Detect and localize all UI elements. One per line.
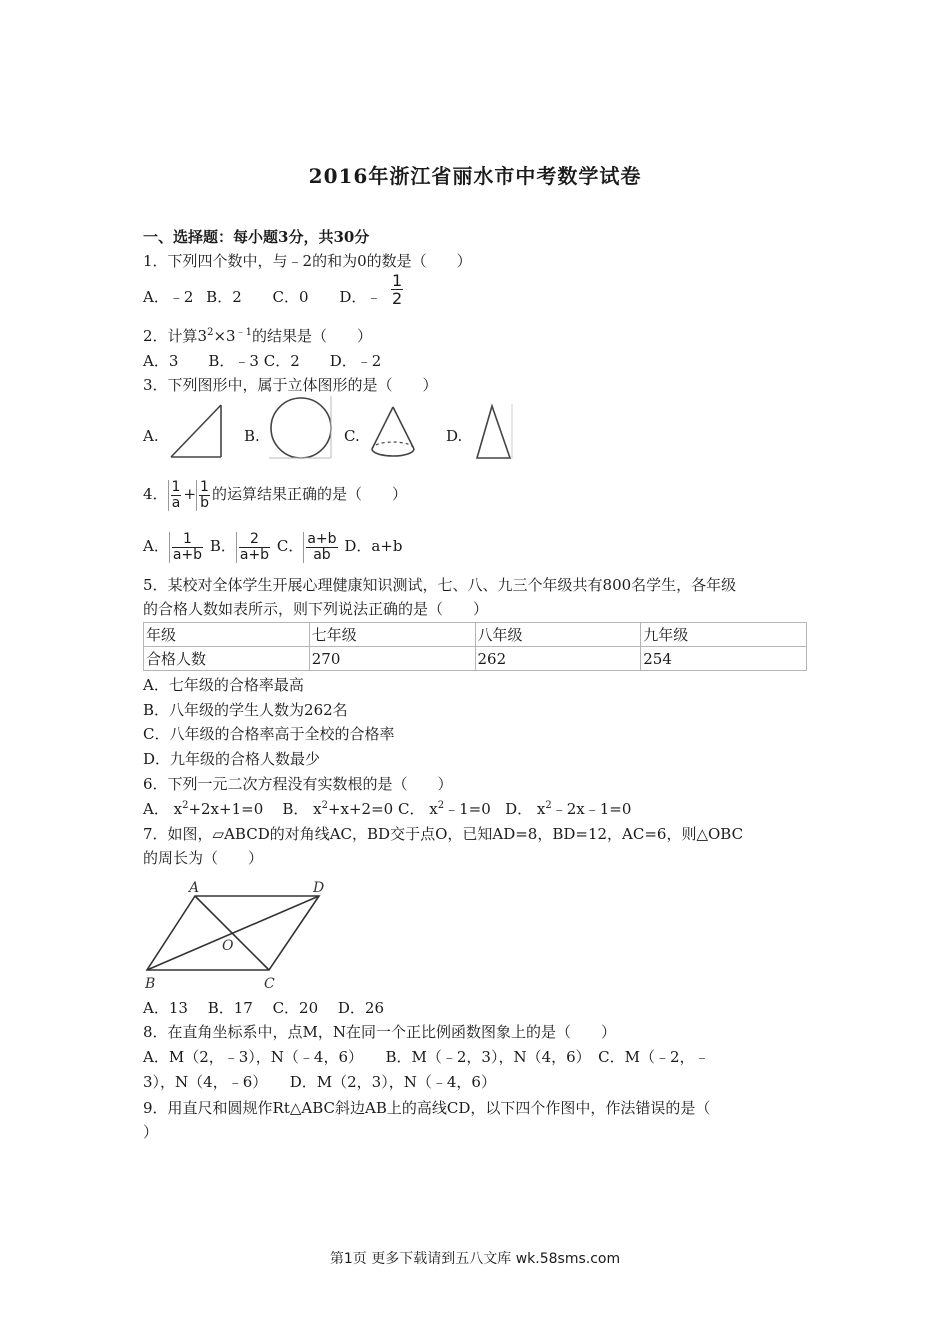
table-header-cell: 八年级 — [475, 623, 641, 647]
q3-option-a: A. — [143, 427, 159, 445]
fraction-numerator: 1 — [392, 271, 403, 290]
question-3-stem: 3．下列图形中，属于立体图形的是（ ） — [143, 376, 438, 394]
question-9-stem-line-2: ） — [143, 1123, 159, 1141]
q3-option-b: B. — [244, 427, 260, 445]
q4-suffix: 的运算结果正确的是（ ） — [211, 485, 407, 503]
q6-option-a-rest: +2x+1=0 — [188, 800, 264, 818]
question-2-options: A．3 B．﹣3 C．2 D．﹣2 — [143, 352, 382, 370]
question-4-stem — [143, 472, 407, 516]
circle-figure — [269, 396, 333, 460]
q4-option-d: D．a+b — [344, 537, 403, 555]
q3-option-d: D. — [446, 427, 463, 445]
fraction-numerator: 2 — [239, 532, 270, 548]
q5-option-b: B．八年级的学生人数为262名 — [143, 701, 348, 719]
vertex-label-c: C — [264, 976, 275, 992]
q1-option-d: D．﹣ — [339, 288, 382, 306]
q6-option-d-rest: ﹣2x﹣1=0 — [551, 800, 632, 818]
q4-option-a: A． — [143, 537, 169, 555]
q4-option-b: B． — [209, 537, 236, 555]
table-cell: 262 — [475, 647, 641, 671]
question-2-stem — [143, 326, 372, 346]
q5-option-d: D．九年级的合格人数最少 — [143, 750, 321, 768]
triangle-figure — [474, 404, 514, 460]
q1-option-a: A．﹣2 — [143, 288, 194, 306]
vertex-label-a: A — [189, 880, 200, 896]
q6-option-b: B． x — [282, 800, 322, 818]
question-9-stem-line-1: 9．用直尺和圆规作Rt△ABC斜边AB上的高线CD，以下四个作图中，作法错误的是（ — [143, 1099, 711, 1117]
fraction-denominator: ab — [313, 546, 331, 563]
fraction-numerator: 1 — [171, 478, 181, 495]
fraction-denominator: a+b — [172, 546, 203, 563]
q5-option-a: A．七年级的合格率最高 — [143, 676, 304, 694]
vertex-label-b: B — [145, 976, 156, 992]
question-8-stem: 8．在直角坐标系中，点M，N在同一个正比例函数图象上的是（ ） — [143, 1023, 617, 1041]
question-5-stem-line-1: 5．某校对全体学生开展心理健康知识测试，七、八、九三个年级共有800名学生，各年级 — [143, 576, 737, 594]
q5-option-c: C．八年级的合格率高于全校的合格率 — [143, 725, 395, 743]
question-6-stem: 6．下列一元二次方程没有实数根的是（ ） — [143, 775, 453, 793]
question-7-stem-line-1: 7．如图，▱ABCD的对角线AC，BD交于点O，已知AD=8，BD=12，AC=6，则△OBC — [143, 825, 744, 843]
question-6-options — [143, 799, 631, 819]
q1-option-c: C．0 — [272, 288, 309, 306]
table-header-cell: 七年级 — [309, 623, 475, 647]
fraction-numerator: 1 — [200, 478, 209, 495]
q6-option-d: D． x — [505, 800, 546, 818]
question-1-stem: 1．下列四个数中，与﹣2的和为0的数是（ ） — [143, 252, 472, 270]
table-header-cell: 九年级 — [641, 623, 807, 647]
cone-figure — [369, 405, 417, 459]
right-angle-figure — [171, 403, 223, 459]
exponent: 2 — [321, 800, 328, 811]
fraction-denominator: a+b — [239, 546, 270, 563]
q2-exponent-2: ﹣1 — [235, 327, 252, 338]
center-label-o: O — [222, 938, 234, 954]
parallelogram-figure — [143, 876, 333, 992]
table-header-cell: 年级 — [144, 623, 310, 647]
q6-option-b-rest: +x+2=0 — [327, 800, 394, 818]
fraction-numerator: a+b — [307, 530, 337, 547]
plus-sign: + — [183, 485, 197, 503]
q2-text-a: 2．计算3 — [143, 327, 208, 345]
exponent: 2 — [545, 800, 552, 811]
q2-exponent-1: 2 — [207, 327, 214, 338]
q6-option-c-rest: ﹣1=0 — [444, 800, 491, 818]
table-cell: 254 — [641, 647, 807, 671]
table-cell: 270 — [309, 647, 475, 671]
table-header-row — [144, 623, 807, 647]
page-title: 2016年浙江省丽水市中考数学试卷 — [308, 164, 642, 188]
q6-option-a: A． x — [143, 800, 183, 818]
q2-text-c: 的结果是（ ） — [251, 327, 372, 345]
question-7-stem-line-2: 的周长为（ ） — [143, 849, 264, 867]
fraction-denominator: a — [171, 494, 181, 511]
fraction-denominator: 2 — [392, 289, 403, 308]
vertex-label-d: D — [313, 880, 325, 896]
exponent: 2 — [182, 800, 189, 811]
q1-option-d-fraction — [389, 272, 405, 307]
table-cell: 合格人数 — [144, 647, 310, 671]
table-row — [144, 647, 807, 671]
q4-prefix: 4． — [143, 485, 168, 503]
q3-option-c: C. — [344, 427, 360, 445]
question-1-options — [143, 287, 381, 307]
grade-pass-table — [143, 622, 807, 671]
q4-option-c: C． — [276, 537, 304, 555]
question-8-options-line-1: A．M（2，﹣3），N（﹣4，6） B．M（﹣2，3），N（4，6） C．M（﹣2，﹣ — [143, 1048, 710, 1066]
fraction-numerator: 1 — [172, 532, 203, 548]
question-8-options-line-2: 3），N（4，﹣6） D．M（2，3），N（﹣4，6） — [143, 1073, 496, 1091]
question-4-options — [143, 524, 402, 568]
exponent: 2 — [437, 800, 445, 811]
q6-option-c: C． x — [398, 800, 438, 818]
q1-option-b: B．2 — [206, 288, 242, 306]
fraction-denominator: b — [200, 494, 209, 511]
page-footer: 第1页 更多下载请到五八文库 wk.58sms.com — [329, 1251, 621, 1267]
question-7-options: A．13 B．17 C．20 D．26 — [143, 999, 385, 1017]
question-5-stem-line-2: 的合格人数如表所示，则下列说法正确的是（ ） — [143, 600, 489, 618]
section-heading: 一、选择题：每小题3分，共30分 — [143, 228, 370, 246]
q2-text-b: ×3 — [213, 327, 236, 345]
